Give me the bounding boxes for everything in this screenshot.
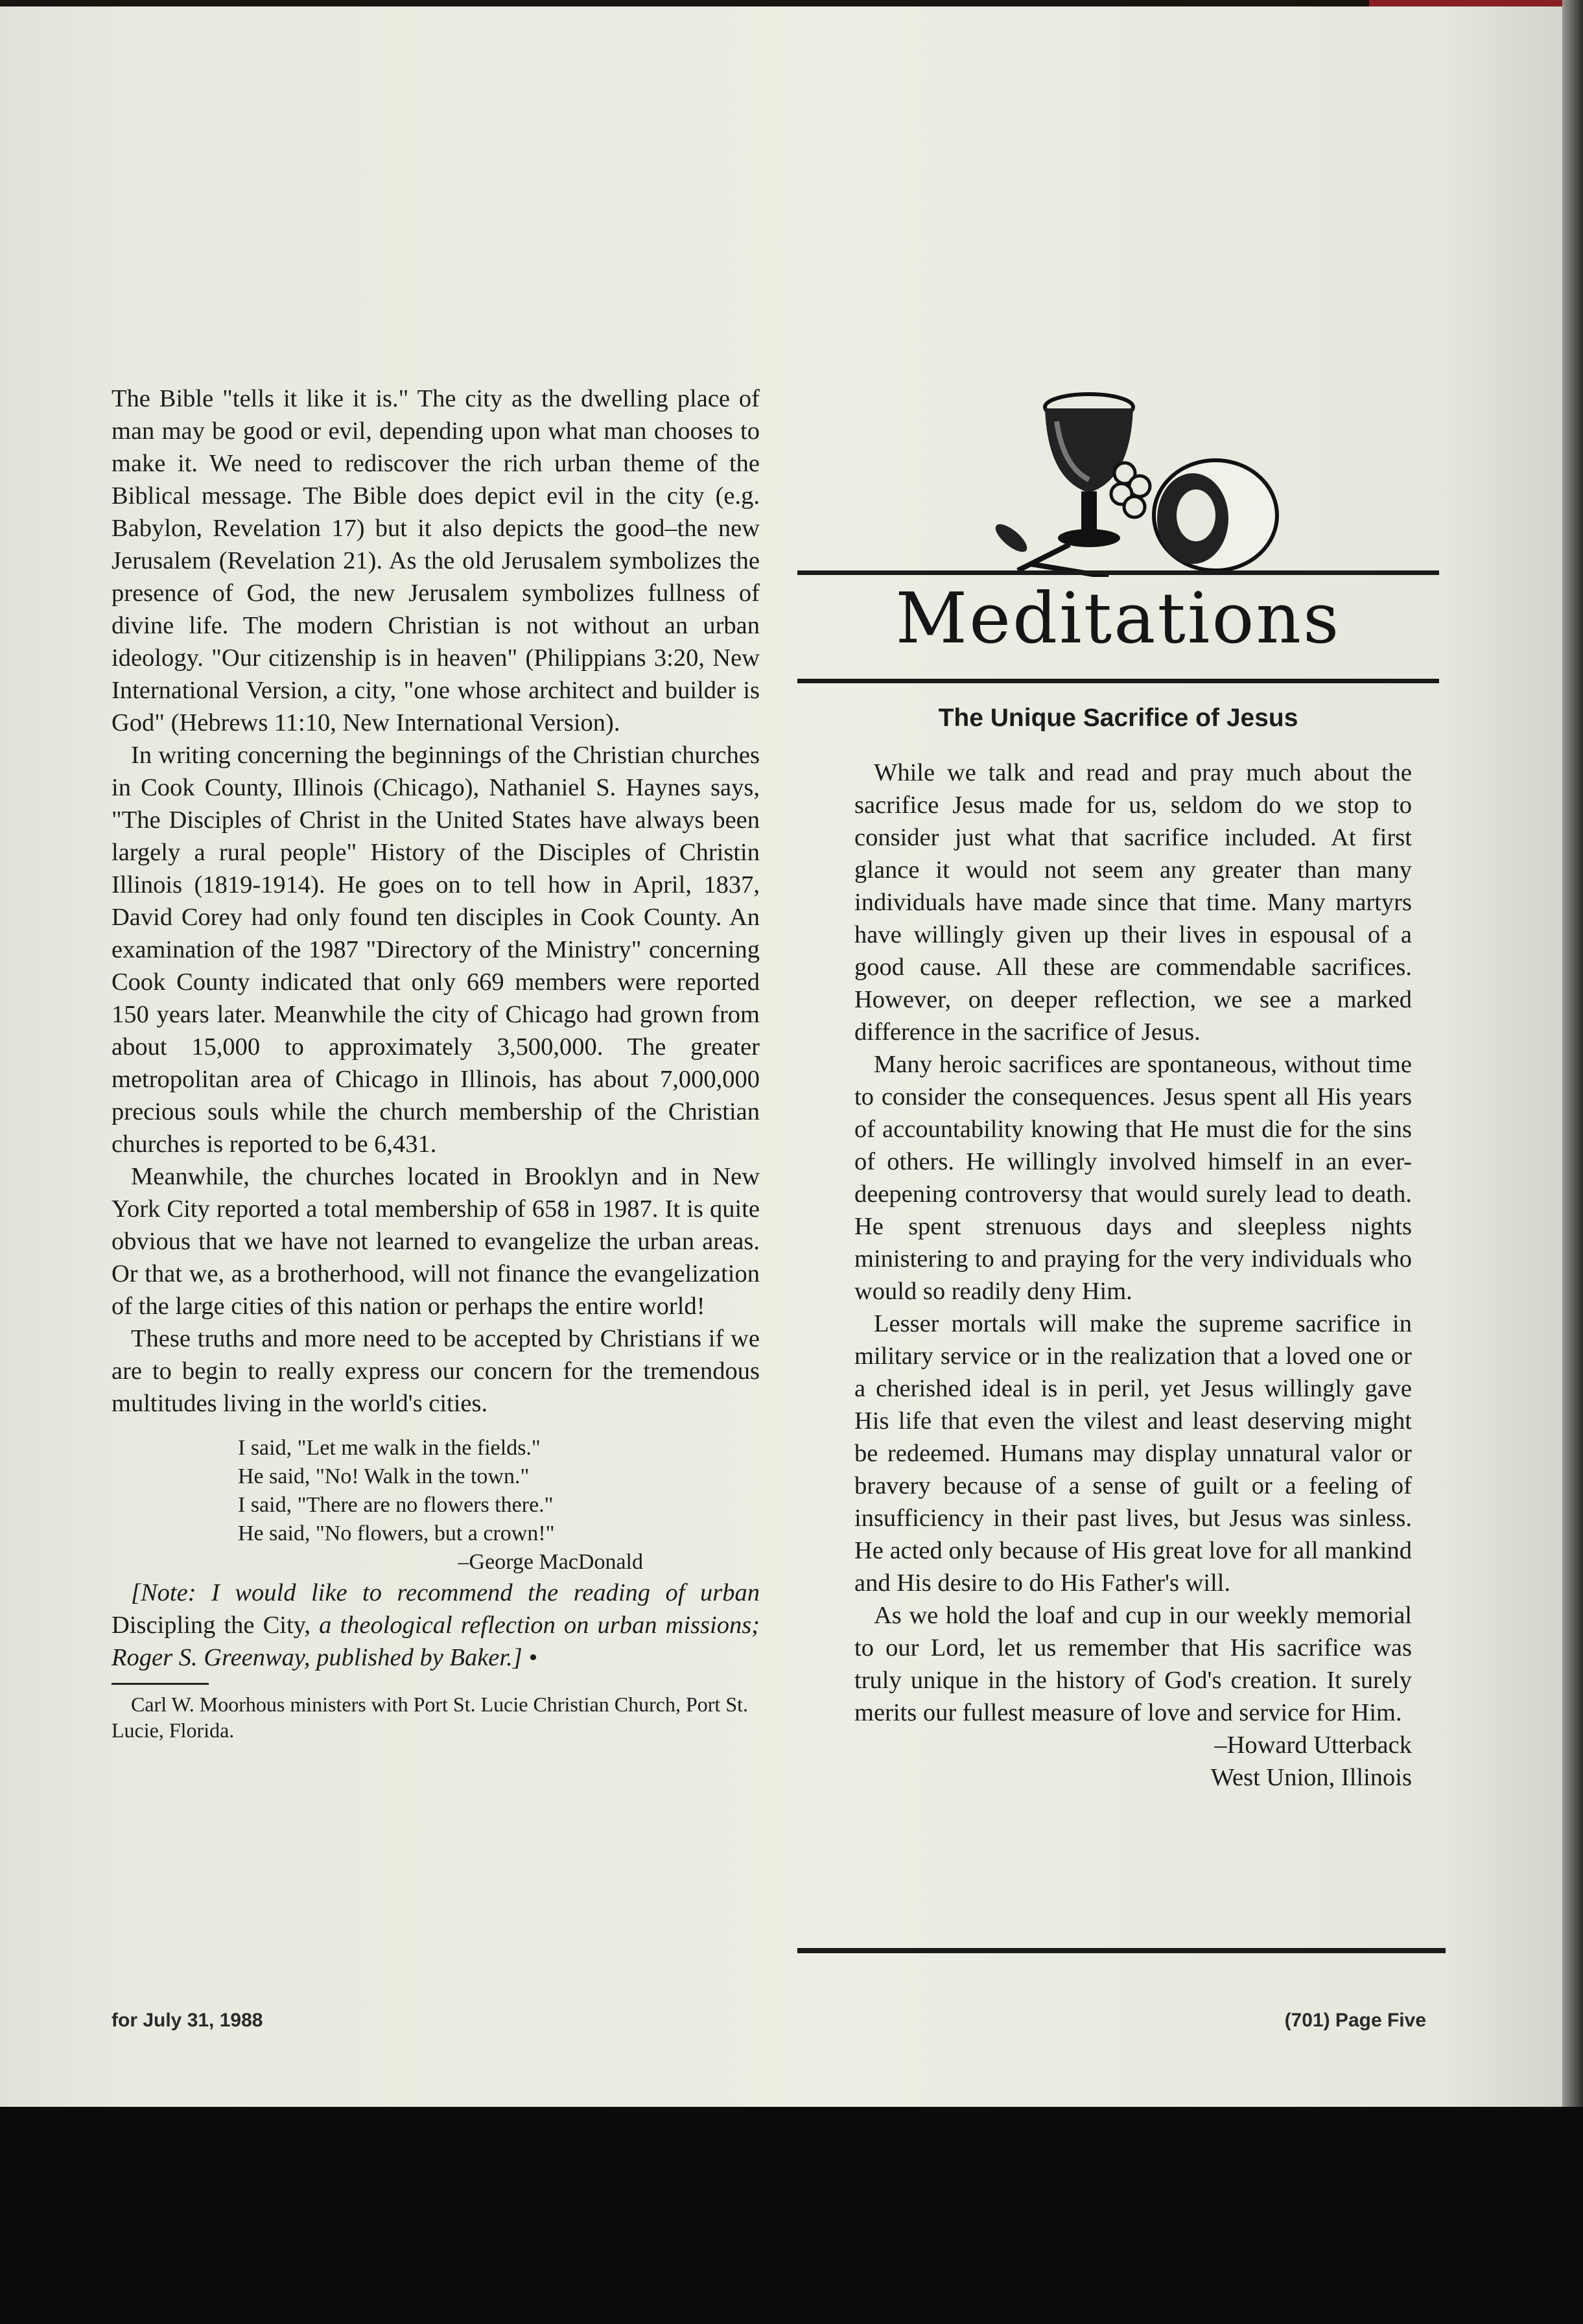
masthead-rule-bottom	[797, 679, 1439, 683]
note-book-title: Discipling the City,	[111, 1612, 311, 1639]
article-paragraph: These truths and more need to be accepted by Christians if we are to begin to really express our concern for the tremendous multitudes living in the world's cities.	[111, 1325, 760, 1417]
communion-illustration	[992, 382, 1290, 577]
meditation-author: –Howard Utterback	[1214, 1731, 1412, 1759]
meditation-location: West Union, Illinois	[1210, 1764, 1412, 1791]
left-article-column	[111, 382, 760, 1743]
article-paragraph: The Bible "tells it like it is." The city as the dwelling place of man may be good or evil, depending upon what man chooses to make it. We need to rediscover the rich urban theme of the Biblical message. The Bible does depict evil in the city (e.g. Babylon, Revelation 17) but it also depicts the good–the new Jerusalem (Revelation 21). As the old Jerusalem symbolizes the presence of God, the new Jerusalem symbolizes fullness of divine life. The modern Christian is not without an urban ideology. "Our citizenship is in heaven" (Philippians 3:20, New International Version, a city, "one whose architect and builder is God" (Hebrews 11:10, New International Version).	[111, 385, 760, 736]
reading-note	[111, 1577, 760, 1674]
article-paragraph: Meanwhile, the churches located in Brooklyn and in New York City reported a total membership of 658 in 1987. It is quite obvious that we have not learned to evangelize the urban areas. Or that we, as a brotherhood, will not finance the evangelization of the large cities of this nation or perhaps the entire world!	[111, 1163, 760, 1320]
masthead-rule-top	[797, 570, 1439, 575]
poem-attribution: –George MacDonald	[458, 1550, 643, 1574]
magazine-page	[0, 6, 1562, 2107]
meditation-paragraph: While we talk and read and pray much about the sacrifice Jesus made for us, seldom do we stop to consider just what that sacrifice included. At first glance it would not seem any greater than many individuals have made since that time. Many martyrs have willingly given up their lives in espousal of a good cause. All these are commendable sacrifices. However, on deeper reflection, we see a marked difference in the sacrifice of Jesus.	[854, 759, 1412, 1046]
author-bio: Carl W. Moorhous ministers with Port St. Lucie Christian Church, Port St. Lucie, Florida.	[111, 1693, 748, 1742]
footer-page-number: (701) Page Five	[1284, 2010, 1426, 2031]
poem-line: He said, "No flowers, but a crown!"	[238, 1521, 555, 1545]
bleed-through-title	[454, 182, 1465, 248]
meditations-end-rule	[797, 1948, 1446, 1953]
poem-line: He said, "No! Walk in the town."	[238, 1464, 530, 1488]
meditations-masthead: Meditations	[895, 578, 1341, 659]
meditation-title: The Unique Sacrifice of Jesus	[938, 704, 1298, 732]
footer-date: for July 31, 1988	[111, 2010, 263, 2031]
page-edge-shadow	[1562, 0, 1583, 2107]
meditation-paragraph: As we hold the loaf and cup in our weekly memorial to our Lord, let us remember that His sacrifice was truly unique in the history of God's creation. It surely merits our fullest measure of love and service for Him.	[854, 1602, 1412, 1726]
poem-line: I said, "Let me walk in the fields."	[238, 1436, 541, 1460]
meditation-paragraph: Lesser mortals will make the supreme sacrifice in military service or in the realization that a loved one or a cherished ideal is in peril, yet Jesus willingly gave His life that even the vilest and least deserving might be redeemed. Humans may display unnatural valor or bravery because of a sense of guilt or a feeling of insufficiency in their past lives, but Jesus was sinless. He acted only because of His great love for all mankind and His desire to do His Father's will.	[854, 1310, 1412, 1597]
article-paragraph: In writing concerning the beginnings of the Christian churches in Cook County, Illinois (Chicago), Nathaniel S. Haynes says, "The Disciples of Christ in the United States have always been largely a rural people" History of the Disciples of Christin Illinois (1819-1914). He goes on to tell how in April, 1837, David Corey had only found ten disciples in Cook County. An examination of the 1987 "Directory of the Ministry" concerning Cook County indicated that only 669 members were reported 150 years later. Meanwhile the city of Chicago had grown from about 15,000 to approximately 3,500,000. The greater metropolitan area of Chicago in Illinois, has about 7,000,000 precious souls while the church membership of the Christian churches is reported to be 6,431.	[111, 742, 760, 1158]
poem	[238, 1434, 760, 1577]
meditation-paragraph: Many heroic sacrifices are spontaneous, without time to consider the consequences. Jesus spent all His years of accountability knowing that He must die for the sins of others. He willingly involved himself in an ever-deepening controversy that would surely lead to death. He spent strenuous days and sleepless nights ministering to and praying for the very individuals who would so readily deny Him.	[854, 1051, 1412, 1305]
note-suffix: a theological reflection on urban missions; Roger S. Greenway, published by Baker.] •	[111, 1612, 760, 1671]
meditation-body	[854, 757, 1412, 1794]
poem-line: I said, "There are no flowers there."	[238, 1493, 554, 1517]
note-prefix: [Note: I would like to recommend the reading of urban	[131, 1579, 760, 1606]
bio-divider	[111, 1683, 209, 1685]
